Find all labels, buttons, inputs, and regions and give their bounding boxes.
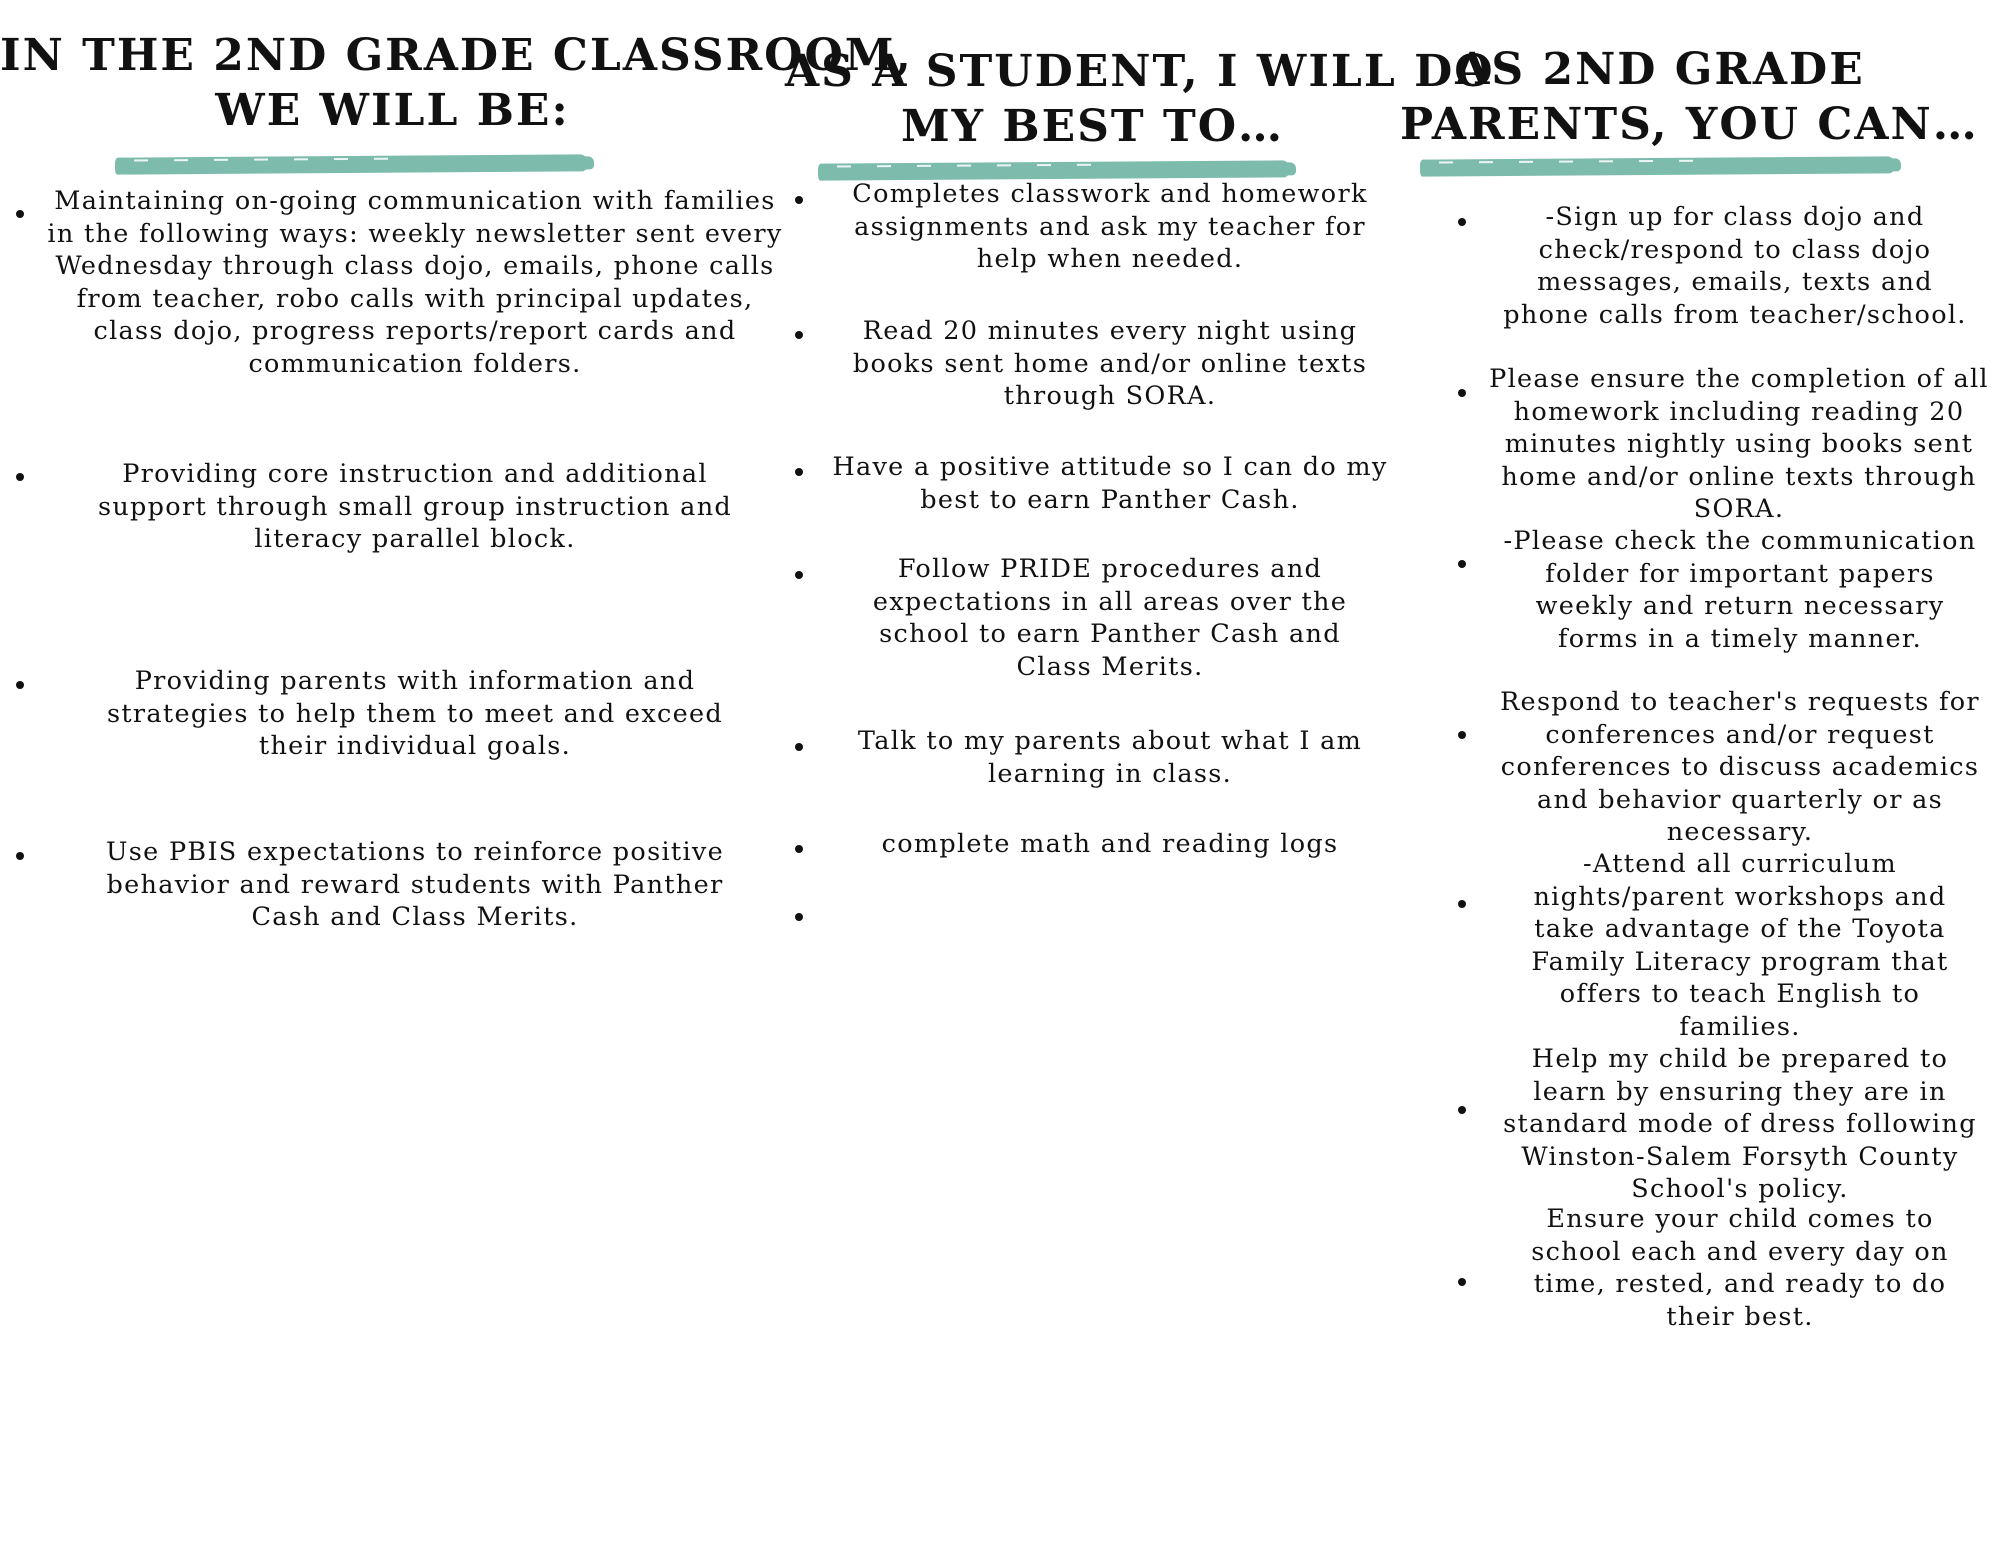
heading-line: WE WILL BE: [215, 85, 570, 136]
bullet-icon [1458, 1106, 1466, 1114]
list-item: Respond to teacher's requests for conferences and/or request conferences to discuss academics and behavior quarterly or as necessary. [1500, 687, 1980, 847]
list-item: complete math and reading logs [881, 829, 1339, 859]
heading-parents [1400, 42, 1979, 152]
list-item: Talk to my parents about what I am learning in class. [857, 726, 1363, 789]
bullet-icon [1458, 731, 1466, 739]
list-item: -Please check the communication folder for important papers weekly and return necessary forms in a timely manner. [1503, 526, 1977, 654]
bullet-icon [1458, 1278, 1466, 1286]
list-item: -Attend all curriculum nights/parent workshops and take advantage of the Toyota Family Literacy program that offers to teach English to families. [1531, 849, 1949, 1042]
bullet-icon [795, 468, 803, 476]
heading-student [785, 44, 1495, 154]
heading-line: AS 2ND GRADE [1455, 44, 1865, 95]
heading-line: PARENTS, YOU CAN… [1400, 99, 1979, 150]
teal-brush-stroke [115, 154, 588, 174]
list-item: Read 20 minutes every night using books sent home and/or online texts through SORA. [852, 316, 1368, 411]
list-item: Providing parents with information and strategies to help them to meet and exceed their individual goals. [106, 666, 723, 761]
list-item: Have a positive attitude so I can do my best to earn Panther Cash. [832, 452, 1388, 515]
bullet-icon [1458, 389, 1466, 397]
bullet-icon [795, 913, 803, 921]
list-item: Completes classwork and homework assignments and ask my teacher for help when needed. [852, 179, 1368, 274]
bullet-icon [1458, 900, 1466, 908]
bullet-icon [795, 331, 803, 339]
bullet-icon [795, 571, 803, 579]
list-item: Follow PRIDE procedures and expectations in all areas over the school to earn Panther Cash and Class Merits. [872, 554, 1348, 682]
bullet-icon [1458, 560, 1466, 568]
list-item: Ensure your child comes to school each and every day on time, rested, and ready to do their best. [1531, 1204, 1949, 1332]
bullet-icon [795, 743, 803, 751]
bullet-icon [16, 852, 24, 860]
list-item: Use PBIS expectations to reinforce positive behavior and reward students with Panther Cash and Class Merits. [105, 837, 725, 932]
list-item: Maintaining on-going communication with families in the following ways: weekly newsletter sent every Wednesday through class dojo, emails, phone calls from teacher, robo calls with principal updates, class dojo, progress reports/report cards and communication folders. [47, 186, 783, 379]
list-item: -Sign up for class dojo and check/respond to class dojo messages, emails, texts and phone calls from teacher/school. [1503, 202, 1967, 330]
teal-brush-stroke [1420, 156, 1895, 176]
bullet-icon [16, 681, 24, 689]
bullet-icon [16, 210, 24, 218]
heading-classroom [0, 28, 913, 138]
list-item: Please ensure the completion of all homework including reading 20 minutes nightly using books sent home and/or online texts through SORA. [1489, 364, 1989, 524]
bullet-icon [795, 845, 803, 853]
list-item: Providing core instruction and additional support through small group instruction and literacy parallel block. [97, 459, 733, 554]
bullet-icon [795, 196, 803, 204]
bullet-icon [1458, 218, 1466, 226]
bullet-icon [16, 473, 24, 481]
heading-line: IN THE 2ND GRADE CLASSROOM, [0, 30, 913, 81]
list-item: Help my child be prepared to learn by ensuring they are in standard mode of dress following Winston-Salem Forsyth County School's policy. [1503, 1044, 1977, 1204]
heading-line: MY BEST TO… [900, 101, 1285, 152]
heading-line: AS A STUDENT, I WILL DO [785, 46, 1495, 97]
